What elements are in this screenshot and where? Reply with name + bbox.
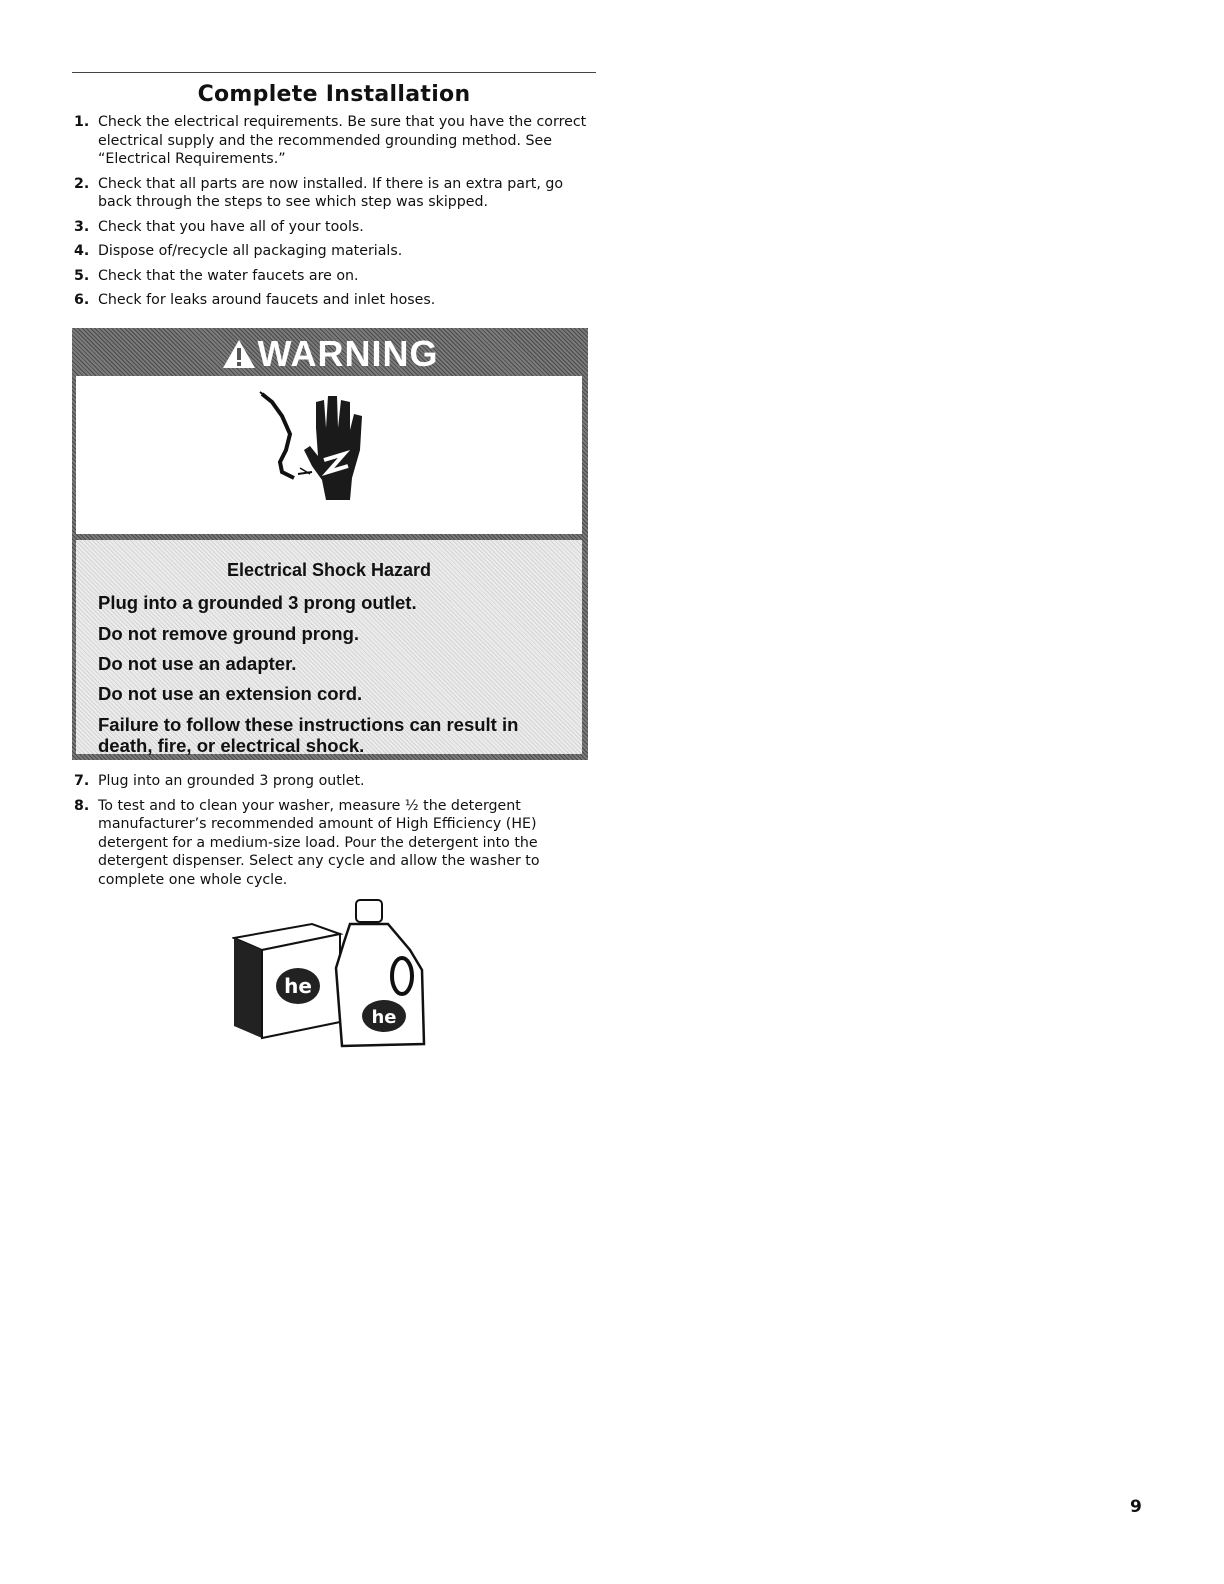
step-number: 5. <box>74 267 90 284</box>
box-logo: he <box>284 974 312 998</box>
detergent-box <box>234 924 340 1038</box>
warning-header <box>72 328 588 376</box>
step-number: 3. <box>74 218 90 235</box>
he-detergent-illustration <box>232 898 432 1058</box>
step-text: To test and to clean your washer, measure ½ the detergent manufacturer’s recommended amount of High Efficiency (HE) detergent for a medium-size load. Pour the detergent into the detergent dispenser. Select any cycle and allow the washer to complete one whole cycle. <box>98 797 540 888</box>
list-item <box>72 291 592 310</box>
step-number: 1. <box>74 114 90 130</box>
step-text: Plug into an grounded 3 prong outlet. <box>98 773 365 789</box>
step-text: Check for leaks around faucets and inlet hoses. <box>98 292 436 308</box>
step-text: Check that you have all of your tools. <box>98 218 364 235</box>
warning-line: Do not use an adapter. <box>98 653 297 674</box>
step-text: Check that the water faucets are on. <box>98 267 359 284</box>
step-text: Check the electrical requirements. Be sure that you have the correct electrical supply and the recommended grounding method. See “Electrical Requirements.” <box>98 114 587 167</box>
list-item <box>72 772 592 791</box>
list-item <box>72 797 592 890</box>
top-rule <box>72 72 596 73</box>
warning-line: Plug into a grounded 3 prong outlet. <box>98 592 417 613</box>
bottle-logo: he <box>371 1007 397 1028</box>
step-number: 6. <box>74 292 90 308</box>
steps-list-before <box>72 113 592 316</box>
step-number: 7. <box>74 773 90 789</box>
list-item <box>72 242 592 261</box>
warning-line: Do not remove ground prong. <box>98 623 360 644</box>
list-item <box>72 113 592 169</box>
list-item <box>72 175 592 212</box>
warning-line: Do not use an extension cord. <box>98 683 363 704</box>
list-item <box>72 267 592 286</box>
detergent-bottle <box>336 900 424 1046</box>
step-number: 8. <box>74 797 90 814</box>
page-number: 9 <box>1130 1497 1142 1517</box>
hazard-title: Electrical Shock Hazard <box>226 560 432 580</box>
warning-line: Failure to follow these instructions can result in death, fire, or electrical shock. <box>98 714 519 756</box>
steps-list-after <box>72 772 592 895</box>
step-number: 2. <box>74 175 90 192</box>
electric-shock-hand-icon <box>220 388 400 528</box>
warning-text-panel <box>76 540 582 754</box>
step-text: Check that all parts are now installed. If there is an extra part, go back through the steps to see which step was skipped. <box>98 175 564 210</box>
list-item <box>72 218 592 237</box>
warning-header-text: WARNING <box>257 333 439 374</box>
alert-triangle-icon <box>222 339 256 369</box>
section-title: Complete Installation <box>197 82 471 107</box>
step-number: 4. <box>74 243 90 259</box>
step-text: Dispose of/recycle all packaging materials. <box>98 243 403 259</box>
